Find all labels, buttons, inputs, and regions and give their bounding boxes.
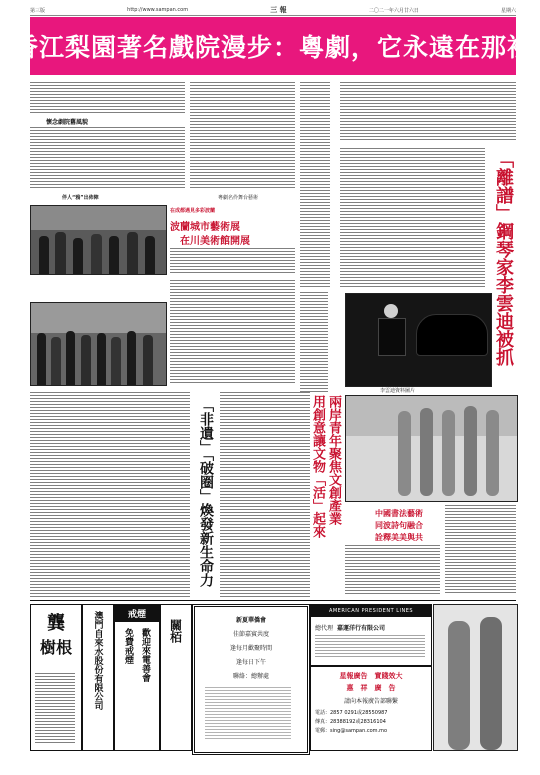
promo-fax: 傳真：28388192或28316104 (315, 719, 386, 725)
group-photo-top (30, 205, 167, 275)
ad-promo (310, 666, 432, 751)
issue-date: 二〇二一年六月廿六日 (368, 7, 419, 14)
apl-header: AMERICAN PRESIDENT LINES (311, 605, 431, 617)
ad3-line-1: 免費戒煙 (123, 628, 133, 664)
mid-article-text (190, 82, 295, 189)
story-label: 在成都遇見多彩波蘭 (170, 208, 216, 214)
ad-water-company (82, 604, 114, 751)
left-photo-caption: 伴人“鴉”出佈陣 (62, 195, 99, 201)
ad2-line-2: 自來水 (92, 629, 103, 656)
apl-agent: 總代理 (315, 625, 334, 632)
ad-guan-bai (160, 604, 192, 751)
heritage-text (220, 392, 310, 597)
story-text-a (170, 248, 295, 273)
group-photo-bottom (30, 302, 167, 386)
ad3-line-2: 歡迎來電善會 (140, 628, 150, 682)
story-title-1: 波蘭城市藝術展 (170, 222, 240, 233)
ad-apl (310, 604, 432, 666)
paper-name: 三 報 (270, 6, 287, 14)
story-title-2: 在川美術館開展 (180, 236, 250, 247)
ads-separator (30, 600, 516, 601)
pianist-caption: 李雲迪資料圖片 (380, 388, 416, 394)
site-url: http://www.sampan.com (127, 7, 189, 13)
ad2-line-1: 澳門 (92, 611, 103, 629)
ad5-line-1: 新夏華僑會 (235, 617, 266, 624)
left-article-text (30, 82, 185, 114)
left-subhead: 懷念劇院舊風貌 (46, 119, 89, 126)
ad2-line-3: 股份 (92, 656, 103, 674)
lower-left-text (30, 392, 190, 597)
headline: 香江梨園著名戲院漫步：粵劇，它永遠在那裡 (13, 33, 534, 62)
ad5-line-5: 聯絡：總辦處 (232, 673, 269, 680)
ad-gong (30, 604, 82, 751)
mid-caption-top: 粵劇名伶舞台藝術 (218, 195, 259, 201)
ad5-line-4: 逢每日下午 (235, 659, 266, 666)
right-mid-text (340, 148, 485, 288)
weekday: 星期六 (500, 7, 516, 14)
ad-association (192, 604, 310, 755)
ad-models-photo (433, 604, 518, 751)
head-calligraphy-3: 詮釋美美與共 (375, 532, 423, 542)
ad1-title-1: 龔 (47, 613, 65, 634)
headline-banner (13, 17, 534, 75)
calligraphy-text-2 (345, 545, 440, 595)
ad5-line-3: 逢每月歡聚時間 (229, 645, 272, 652)
ad1-title-2: 樹根 (39, 638, 72, 657)
calligraphy-text (445, 505, 516, 595)
page-label: 第三版 (30, 7, 46, 14)
vertical-head-pianist: 「離譜」鋼琴家李雲迪被抓 (493, 150, 514, 366)
ad4-title: 關栢 (168, 619, 183, 643)
promo-email: 電郵：sing@sampan.com.mo (315, 728, 388, 734)
apl-company: 嘉運洋行有限公司 (337, 625, 386, 632)
head-calligraphy-2: 同波詩句融合 (375, 520, 423, 530)
ad-quit-smoking (114, 604, 160, 751)
head-calligraphy-1: 中國書法藝術 (375, 508, 423, 518)
models-photo (345, 395, 518, 502)
story-text-b (170, 280, 295, 385)
center-column-text (300, 82, 330, 287)
promo-phone: 電話：2857 0291或28550987 (315, 710, 388, 716)
ad3-title: 戒煙 (115, 605, 159, 622)
promo-1: 星報廣告 實踐效大 (339, 672, 403, 680)
ad2-line-4: 有限公司 (92, 674, 103, 710)
pianist-photo (345, 293, 492, 387)
vertical-head-heritage: 「非遺」「破圈」煥發新生命力 (198, 398, 214, 587)
promo-2: 惠 祥 廣 告 (346, 684, 396, 692)
head-youth-2: 用創意讓文物「活」起來 (310, 395, 325, 538)
top-bar (30, 5, 516, 16)
center-column-text-2 (300, 292, 328, 392)
ad5-line-2: 佳節嘉賓共度 (232, 631, 269, 638)
right-top-text (340, 82, 516, 142)
left-article-text-2 (30, 127, 185, 190)
promo-3: 請向本報廣告部聯繫 (343, 698, 398, 705)
head-youth: 兩岸青年聚焦文創產業 (326, 395, 341, 525)
